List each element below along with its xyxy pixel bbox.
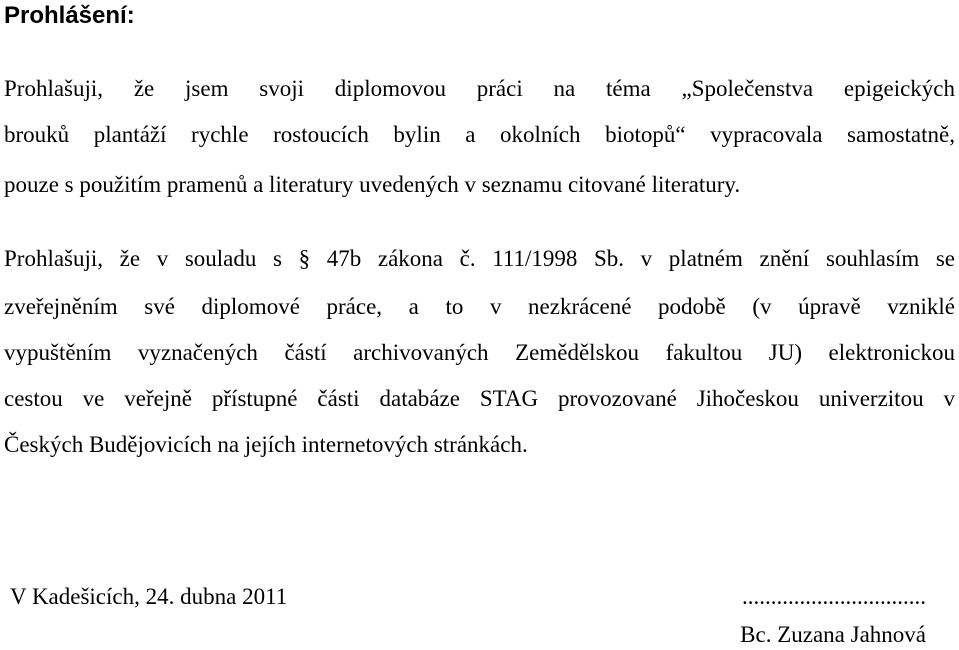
place-and-date: V Kadešicích, 24. dubna 2011 [10,584,288,609]
declaration-heading: Prohlášení: [4,2,135,29]
paragraph-line: Českých Budějovicích na jejích internetových stránkách. [4,432,528,457]
paragraph-line: zveřejněním své diplomové práce, a to v nezkrácené podobě (v úpravě vzniklé [4,294,955,319]
paragraph-line: cestou ve veřejně přístupné části databáze STAG provozované Jihočeskou univerzitou v [4,386,955,411]
paragraph-line: brouků plantáží rychle rostoucích bylin a okolních biotopů“ vypracovala samostatně, [4,122,955,147]
signature-line: ................................ [742,584,926,609]
paragraph-line [4,244,955,274]
paragraph-line: pouze s použitím pramenů a literatury uvedených v seznamu citované literatury. [4,172,741,197]
paragraph-line: Prohlašuji, že jsem svoji diplomovou práci na téma „Společenstva epigeických [4,76,955,101]
consent-line-start: Prohlašuji, že v souladu s [4,246,282,271]
section-symbol: § [298,246,311,271]
signature-name: Bc. Zuzana Jahnová [740,622,926,647]
consent-line-end: 47b zákona č. 111/1998 Sb. v platném znění souhlasím se [326,246,956,271]
paragraph-line: vypuštěním vyznačených částí archivovaných Zemědělskou fakultou JU) elektronickou [4,340,955,365]
